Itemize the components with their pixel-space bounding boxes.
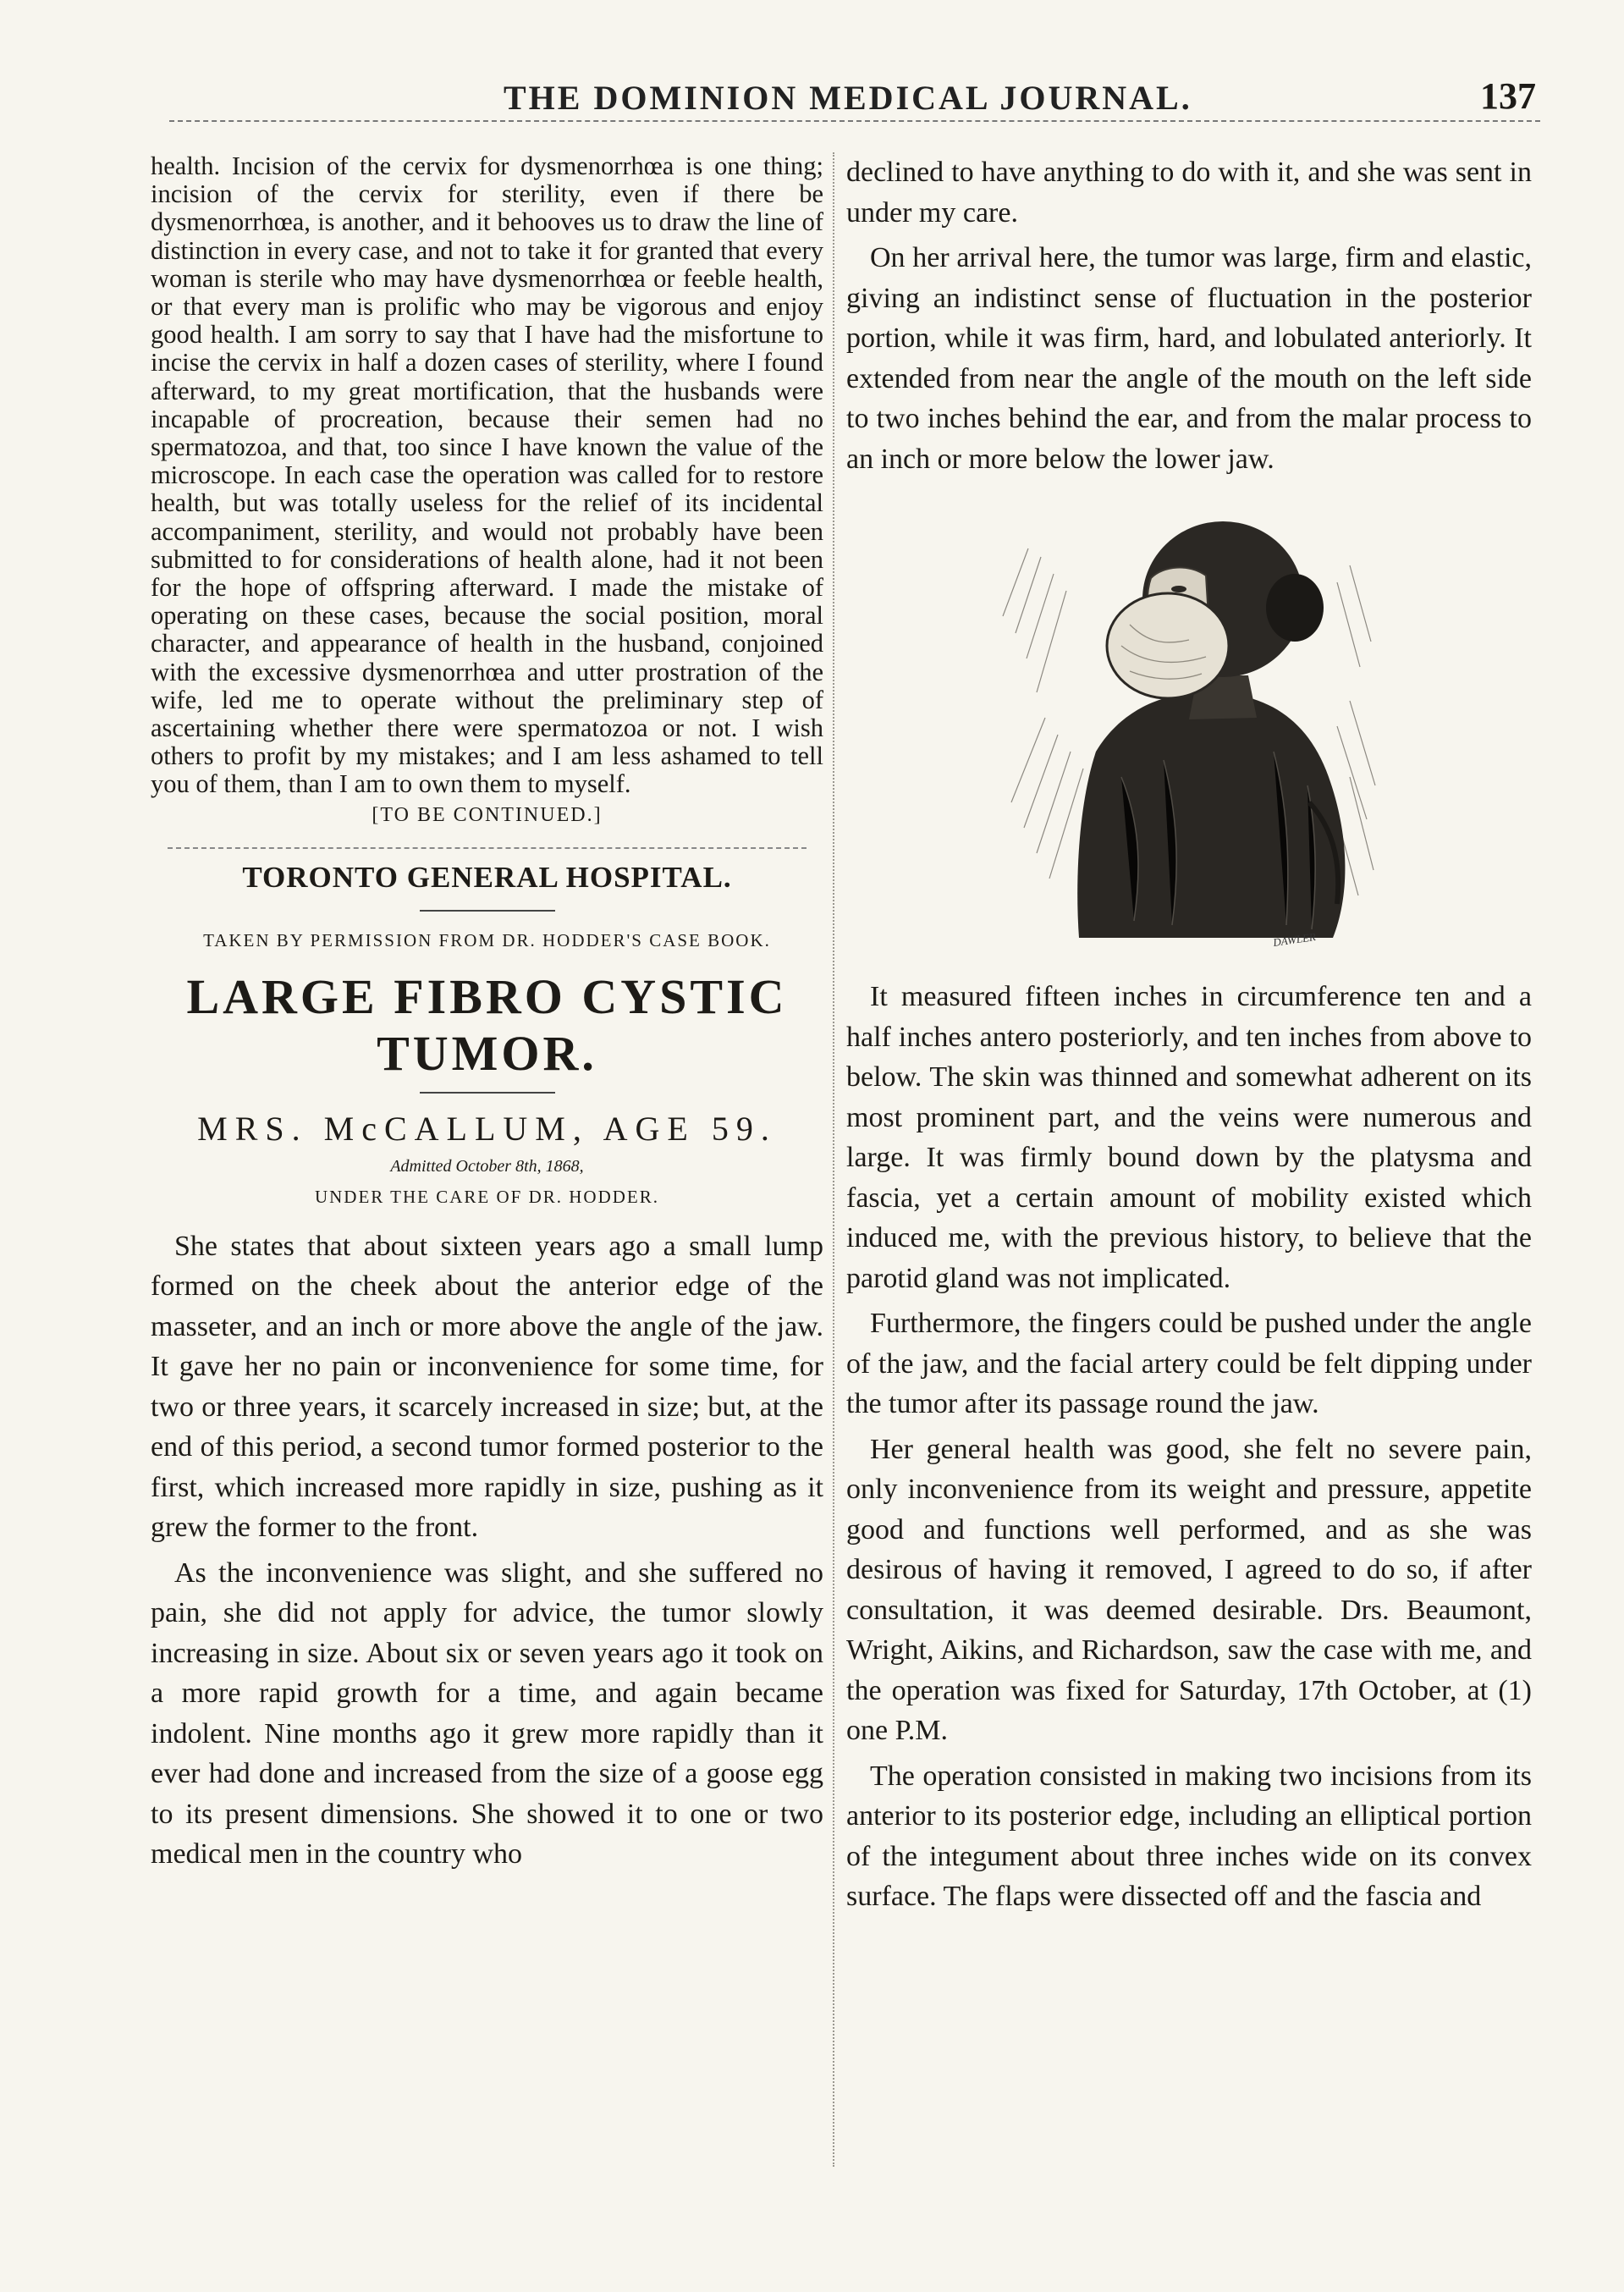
paragraph: health. Incision of the cervix for dysmenorrhœa is one thing; incision of the cervix for sterility, even if there be dysmenorrhœa, is another, and it behooves us to draw the line of distinction in every case, and not to take it for granted that every woman is sterile who may have dysmenorrhœa or feeble health, or that every man is prolific who may be vigorous and enjoy good health. I am sorry to say that I have had the misfortune to incise the cervix in half a dozen cases of sterility, where I found afterward, to my great mortification, that the husbands were incapable of procreation, because their semen had no spermatozoa, and that, too since I have known the value of the microscope. In each case the operation was called for to restore health, but was totally useless for the relief of its incidental accompaniment, sterility, and would not probably have been submitted to for considerations of health alone, had it not been for the hope of offspring afterward. I made the mistake of operating on these cases, because the social position, moral character, and appearance of health in the husband, conjoined with the excessive dysmenorrhœa and utter prostration of the wife, led me to operate without the preliminary step of ascertaining whether there were spermatozoa or not. I wish others to profit by my mistakes; and I am less ashamed to tell you of them, than I am to own them to myself.: [151, 152, 823, 799]
paragraph: She states that about sixteen years ago a small lump formed on the cheek about the anterior edge of the masseter, and an inch or more above the angle of the jaw. It gave her no pain or inconvenience for some time, for two or three years, it scarcely increased in size; but, at the end of this period, a second tumor formed posterior to the first, which increased more rapidly in size, pushing as it grew the former to the front.: [151, 1230, 823, 1544]
case-title-rule: [420, 1092, 555, 1094]
continued-note: [TO BE CONTINUED.]: [372, 803, 603, 826]
column-divider: [833, 152, 834, 2167]
left-column: [151, 152, 823, 1875]
patient-engraving: [994, 498, 1384, 955]
paragraph: As the inconvenience was slight, and she suffered no pain, she did not apply for advice, the tumor slowly increasing in size. About six or seven years ago it took on a more rapid growth for a time, and again became indolent. Nine months ago it grew more rapidly than it ever had done and increased from the size of a goose egg to its present dimensions. She showed it to one or two medical men in the country who: [151, 1556, 823, 1871]
paragraph: It measured fifteen inches in circumference ten and a half inches antero posteriorly, and ten inches from above to below. The skin was thinned and somewhat adherent on its most prominent part, and the veins were numerous and large. It was firmly bound down by the platysma and fascia, yet a certain amount of mobility existed which induced me, with the previous history, to believe that the parotid gland was not implicated.: [846, 981, 1532, 1294]
header-rule: [169, 120, 1540, 122]
admitted-date: Admitted October 8th, 1868,: [390, 1156, 584, 1176]
paragraph: The operation consisted in making two incisions from its anterior to its posterior edge, including an elliptical portion of the integument about three inches wide on its convex surface. The flaps were dissected off and the fascia and: [846, 1760, 1532, 1912]
case-source: TAKEN BY PERMISSION FROM DR. HODDER'S CASE BOOK.: [203, 929, 771, 950]
patient-line: MRS. McCALLUM, AGE 59.: [197, 1109, 777, 1148]
figure: [846, 498, 1532, 955]
paragraph: Furthermore, the fingers could be pushed under the angle of the jaw, and the facial artery could be felt dipping under the tumor after its passage round the jaw.: [846, 1308, 1532, 1419]
title-rule: [420, 910, 555, 912]
case-title: LARGE FIBRO CYSTIC TUMOR.: [186, 968, 788, 1081]
paragraph: Her general health was good, she felt no severe pain, only inconvenience from its weight and pressure, appetite good and functions well performed, and as she was desirous of having it removed, I agreed to do so, if after consultation, it was deemed desirable. Drs. Beaumont, Wright, Aikins, and Richardson, saw the case with me, and the operation was fixed for Saturday, 17th October, at (1) one P.M.: [846, 1433, 1532, 1746]
page-number: 137: [1480, 75, 1536, 117]
right-column: [846, 152, 1532, 1917]
page-header: [148, 74, 1536, 122]
care-line: UNDER THE CARE OF DR. HODDER.: [314, 1186, 660, 1207]
engraver-signature: DAWLER: [1272, 930, 1317, 949]
paragraph: On her arrival here, the tumor was large, firm and elastic, giving an indistinct sense of fluctuation in the posterior portion, while it was firm, hard, and lobulated anteriorly. It extended from near the angle of the mouth on the left side to two inches behind the ear, and from the malar process to an inch or more below the lower jaw.: [846, 242, 1532, 475]
journal-title: THE DOMINION MEDICAL JOURNAL.: [504, 79, 1192, 117]
paragraph: declined to have anything to do with it, and she was sent in under my care.: [846, 157, 1532, 229]
hospital-title: TORONTO GENERAL HOSPITAL.: [242, 860, 732, 894]
section-divider: [168, 847, 806, 849]
